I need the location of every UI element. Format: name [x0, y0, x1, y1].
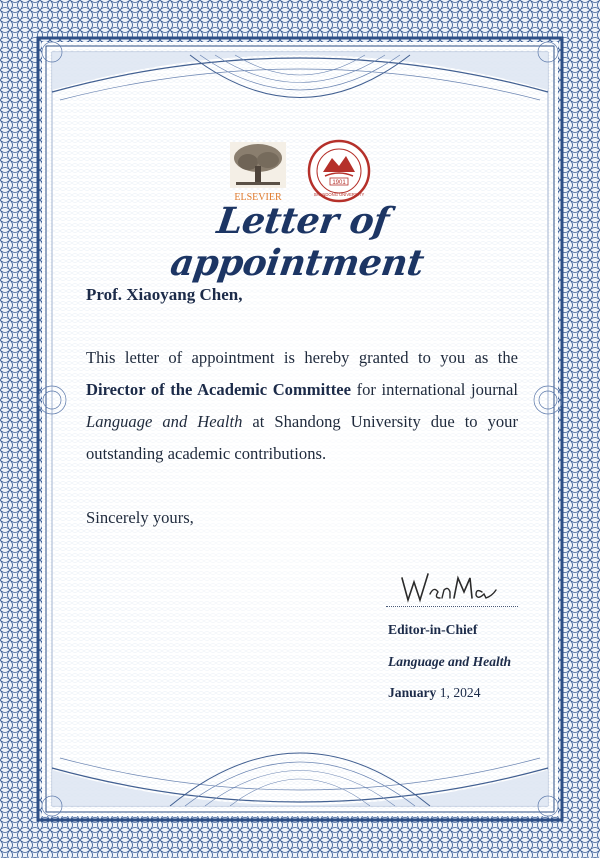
signature-line [386, 606, 518, 607]
letter-title: Letter of appointment [167, 200, 427, 284]
body-end: at Shandong University due to your outstanding academic contributions. [86, 412, 518, 463]
signatory-journal: Language and Health [388, 654, 512, 669]
signatory-role: Editor-in-Chief [388, 622, 478, 637]
letter-date [388, 685, 481, 701]
date-rest: 1, 2024 [436, 685, 481, 700]
closing: Sincerely yours, [86, 508, 194, 527]
salutation: Prof. Xiaoyang Chen, [86, 285, 243, 304]
appointed-position: Director of the Academic Committee [86, 380, 352, 399]
journal-name: Language and Health [86, 412, 243, 431]
handwritten-signature [396, 566, 506, 606]
seal-text: SHANDONG UNIVERSITY [313, 192, 365, 197]
body-paragraph [86, 342, 518, 470]
body-intro: This letter of appointment is hereby granted to you as the [86, 348, 518, 367]
body-middle: for international journal [351, 380, 518, 399]
seal-year: 1901 [332, 180, 346, 186]
elsevier-tree-logo-icon [226, 138, 290, 206]
logo-row [0, 138, 600, 208]
date-month: January [388, 685, 437, 700]
elsevier-wordmark: ELSEVIER [234, 192, 282, 203]
shandong-university-seal-icon [306, 138, 372, 204]
